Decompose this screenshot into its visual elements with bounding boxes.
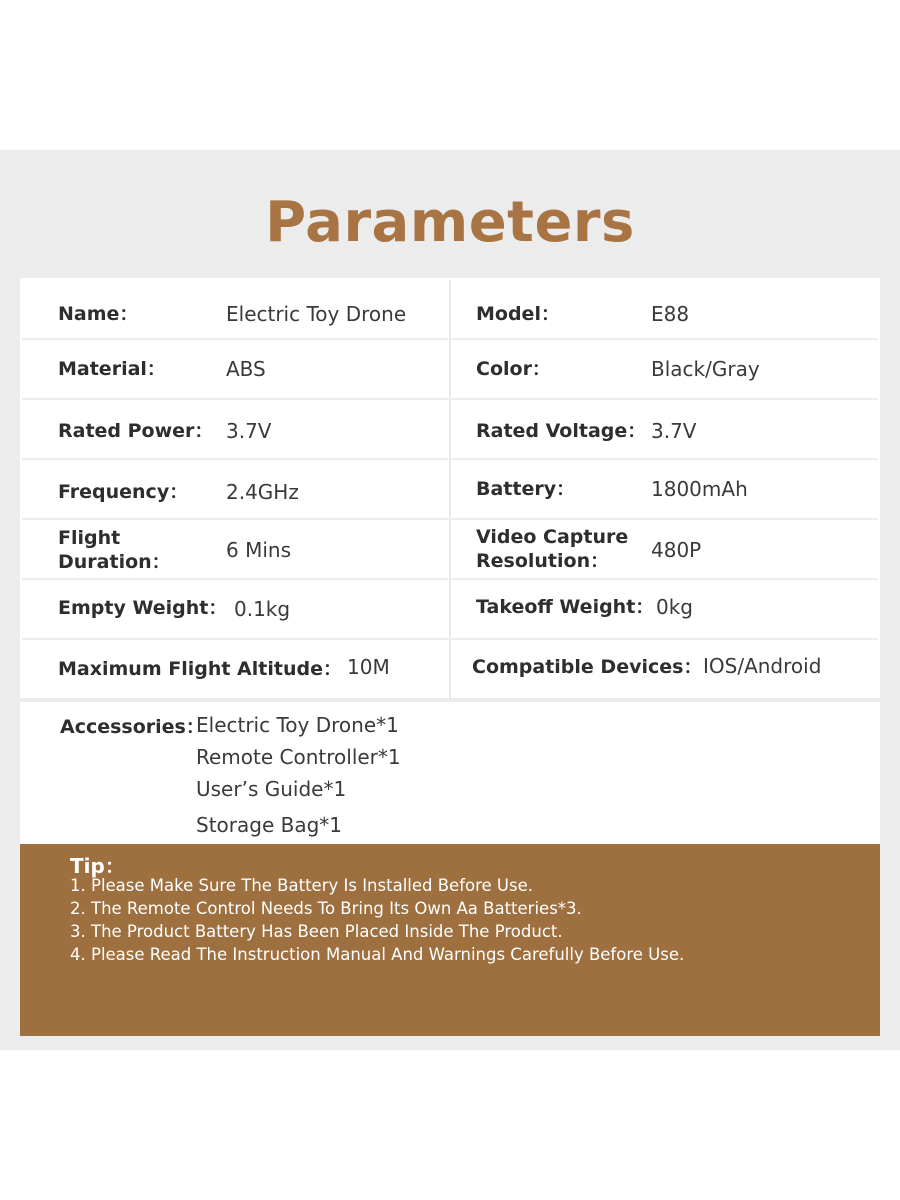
- empty-weight-label: Empty Weight：: [58, 597, 228, 619]
- battery-label: Battery：: [476, 478, 576, 500]
- rated-voltage-label: Rated Voltage：: [476, 420, 647, 442]
- row-divider: [22, 398, 878, 400]
- video-resolution-label-line1: Video Capture: [476, 526, 629, 548]
- frequency-label: Frequency：: [58, 481, 189, 503]
- max-altitude-value: 10M: [347, 655, 390, 679]
- model-value: E88: [651, 302, 690, 326]
- video-resolution-value: 480P: [651, 538, 702, 562]
- tip-box: [20, 844, 880, 1036]
- accessory-item: User’s Guide*1: [196, 777, 347, 801]
- compatible-devices-label: Compatible Devices：: [472, 656, 703, 678]
- empty-weight-value: 0.1kg: [234, 597, 291, 621]
- rated-power-label: Rated Power：: [58, 420, 214, 442]
- tip-line: 4. Please Read The Instruction Manual And Warnings Carefully Before Use.: [70, 945, 685, 964]
- name-value: Electric Toy Drone: [226, 302, 407, 326]
- accessory-item: Remote Controller*1: [196, 745, 401, 769]
- flight-duration-label-line1: Flight: [58, 527, 121, 549]
- tip-line: 2. The Remote Control Needs To Bring Its Own Aa Batteries*3.: [70, 899, 582, 918]
- takeoff-weight-label: Takeoff Weight：: [476, 596, 655, 618]
- row-divider: [22, 338, 878, 340]
- accessory-item: Storage Bag*1: [196, 813, 343, 837]
- accessories-label: Accessories：: [60, 716, 205, 738]
- material-value: ABS: [226, 357, 266, 381]
- flight-duration-label-line2: Duration：: [58, 551, 171, 573]
- tip-line: 3. The Product Battery Has Been Placed Inside The Product.: [70, 922, 563, 941]
- max-altitude-label: Maximum Flight Altitude：: [58, 658, 342, 680]
- video-resolution-label-line2: Resolution：: [476, 550, 610, 572]
- column-divider: [449, 280, 451, 698]
- name-label: Name：: [58, 303, 139, 325]
- page-title: Parameters: [265, 190, 635, 255]
- color-label: Color：: [476, 358, 551, 380]
- rated-voltage-value: 3.7V: [651, 419, 697, 443]
- model-label: Model：: [476, 303, 560, 325]
- row-divider: [22, 518, 878, 520]
- flight-duration-value: 6 Mins: [226, 538, 291, 562]
- color-value: Black/Gray: [651, 357, 760, 381]
- row-divider: [22, 578, 878, 580]
- compatible-devices-value: IOS/Android: [703, 654, 822, 678]
- material-label: Material：: [58, 358, 166, 380]
- tip-line: 1. Please Make Sure The Battery Is Installed Before Use.: [70, 876, 533, 895]
- row-divider: [22, 458, 878, 460]
- accessory-item: Electric Toy Drone*1: [196, 713, 399, 737]
- frequency-value: 2.4GHz: [226, 480, 299, 504]
- takeoff-weight-value: 0kg: [656, 595, 694, 619]
- row-divider: [20, 698, 880, 702]
- battery-value: 1800mAh: [651, 477, 748, 501]
- row-divider: [22, 638, 878, 640]
- tip-title: Tip：: [70, 854, 125, 878]
- rated-power-value: 3.7V: [226, 419, 272, 443]
